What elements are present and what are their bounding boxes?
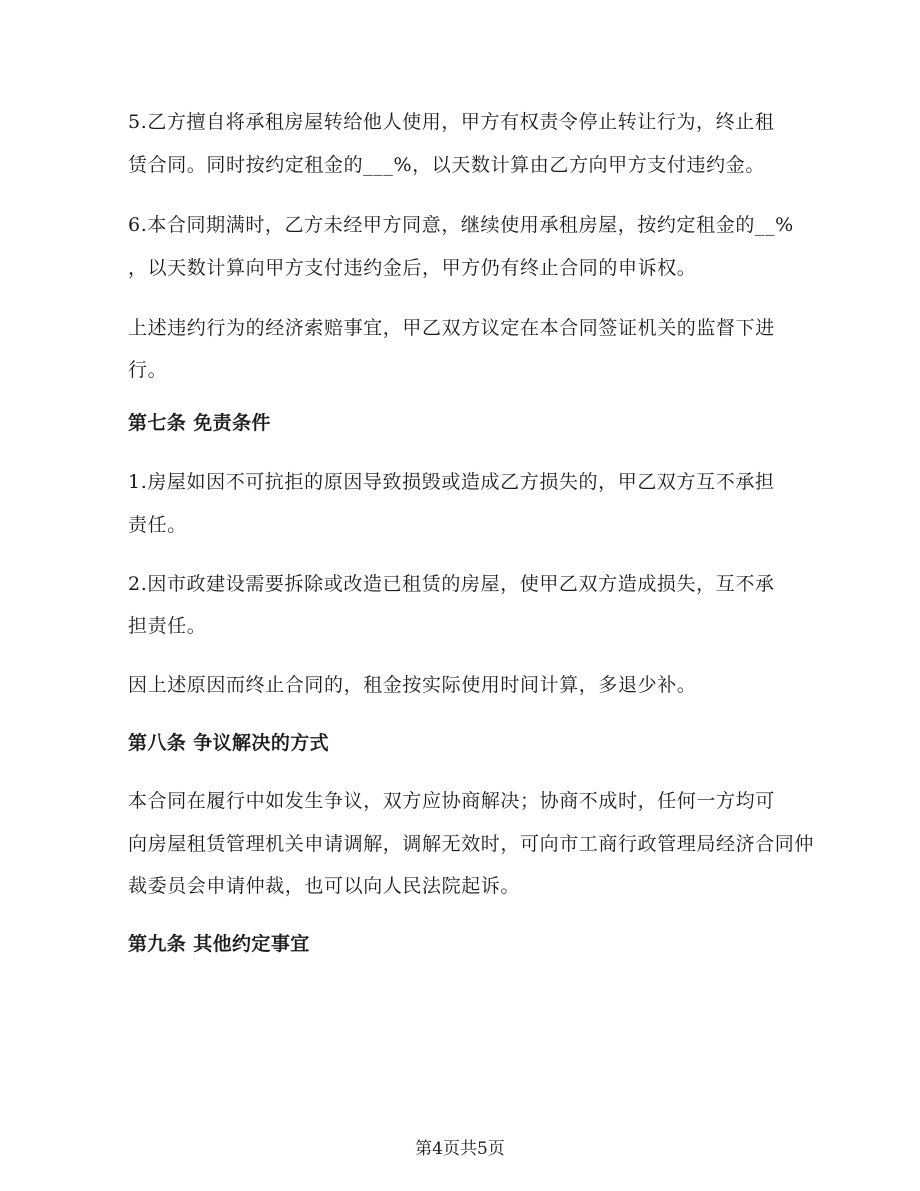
article-7-item-1-line-1: 1.房屋如因不可抗拒的原因导致损毁或造成乙方损失的，甲乙双方互不承担 — [128, 471, 775, 493]
article-8-title: 第八条 争议解决的方式 — [128, 732, 330, 754]
article-7-title: 第七条 免责条件 — [128, 412, 271, 434]
article-9-title: 第九条 其他约定事宜 — [128, 933, 310, 955]
article-7-item-2-line-2: 担责任。 — [128, 615, 207, 637]
breach-note-line-1: 上述违约行为的经济索赔事宜，甲乙双方议定在本合同签证机关的监督下进 — [128, 317, 775, 339]
page-indicator: 第4页共5页 — [415, 1139, 505, 1159]
article-7-note: 因上述原因而终止合同的，租金按实际使用时间计算，多退少补。 — [128, 674, 697, 696]
article-7-item-1-line-2: 责任。 — [128, 514, 187, 536]
article-7-item-2-line-1: 2.因市政建设需要拆除或改造已租赁的房屋，使甲乙双方造成损失，互不承 — [128, 573, 775, 595]
clause-5-line-2: 赁合同。同时按约定租金的___%，以天数计算由乙方向甲方支付违约金。 — [128, 154, 765, 176]
article-8-line-1: 本合同在履行中如发生争议，双方应协商解决；协商不成时，任何一方均可 — [128, 790, 775, 812]
clause-5-line-1: 5.乙方擅自将承租房屋转给他人使用，甲方有权责令停止转让行为，终止租 — [128, 111, 775, 133]
article-8-line-2: 向房屋租赁管理机关申请调解，调解无效时，可向市工商行政管理局经济合同仲 — [128, 833, 815, 855]
article-8-line-3: 裁委员会申请仲裁，也可以向人民法院起诉。 — [128, 875, 521, 897]
breach-note-line-2: 行。 — [128, 359, 168, 381]
clause-6-line-1: 6.本合同期满时，乙方未经甲方同意，继续使用承租房屋，按约定租金的__% — [128, 214, 794, 236]
clause-6-line-2: ，以天数计算向甲方支付违约金后，甲方仍有终止合同的申诉权。 — [128, 257, 697, 279]
